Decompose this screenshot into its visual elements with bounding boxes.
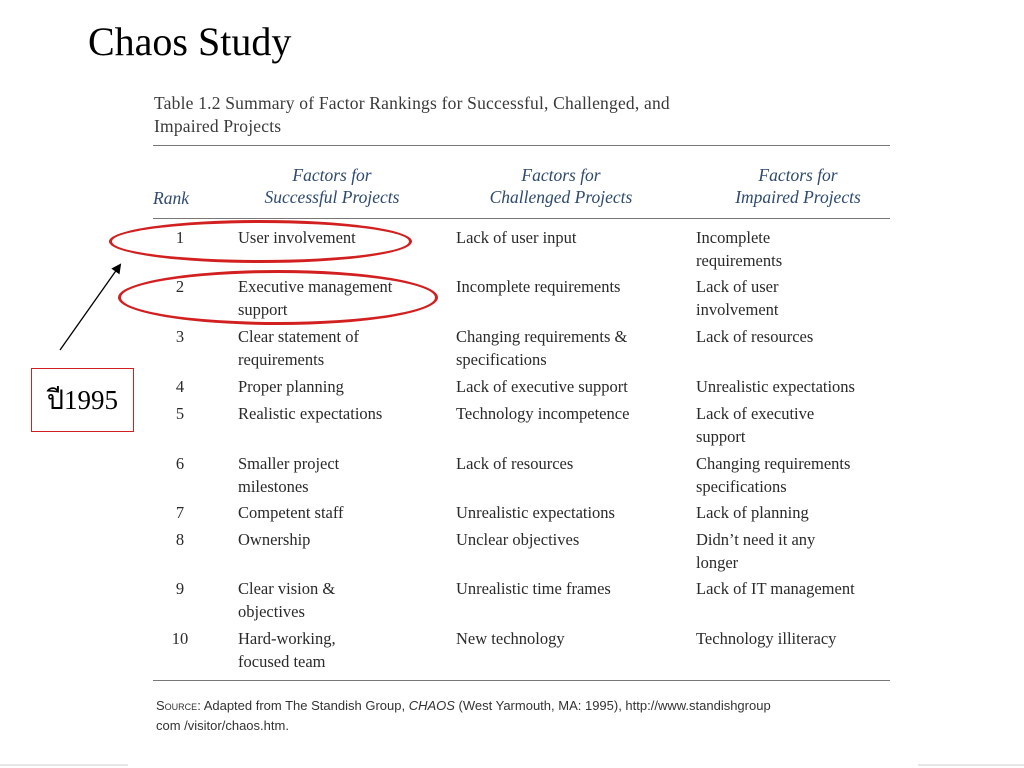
row-2-rank: 2 <box>175 277 185 296</box>
row-9-rank: 9 <box>175 579 185 598</box>
table-caption-text-2: Impaired Projects <box>154 116 282 136</box>
row-8-successful: Ownership <box>238 530 311 549</box>
row-5-successful: Realistic expectations <box>238 404 383 423</box>
slide-title: Chaos Study <box>88 19 292 64</box>
row-1-impaired: Incomplete requirements <box>696 228 783 270</box>
row-6-impaired: Changing requirements specifications <box>696 454 851 496</box>
header-challenged-line1: Factors for <box>521 165 601 185</box>
table-rule-top <box>153 145 890 146</box>
table-caption-label: Table 1.2 <box>154 93 221 113</box>
row-3-rank: 3 <box>175 327 185 346</box>
row-1-successful: User involvement <box>238 228 356 247</box>
row-3-challenged: Changing requirements & specifications <box>456 327 628 369</box>
highlight-ellipse-rank-2 <box>118 270 438 325</box>
row-9-successful: Clear vision & objectives <box>238 579 336 621</box>
slide-edge-mark-right <box>918 764 1024 766</box>
row-2-successful: Executive management support <box>238 277 393 319</box>
table-rule-header <box>153 218 890 219</box>
row-1-challenged: Lack of user input <box>456 228 577 247</box>
row-1-rank: 1 <box>175 228 185 247</box>
row-4-impaired: Unrealistic expectations <box>696 377 855 396</box>
row-3-impaired: Lack of resources <box>696 327 814 346</box>
table-source-note <box>156 696 896 736</box>
row-10-rank: 10 <box>171 629 189 648</box>
source-text-after: (West Yarmouth, MA: 1995), http://www.standishgroup <box>454 698 771 713</box>
row-4-successful: Proper planning <box>238 377 344 396</box>
row-8-rank: 8 <box>175 530 185 549</box>
row-10-impaired: Technology illiteracy <box>696 629 837 648</box>
source-line2: com /visitor/chaos.htm. <box>156 718 289 733</box>
row-8-challenged: Unclear objectives <box>456 530 580 549</box>
row-7-impaired: Lack of planning <box>696 503 809 522</box>
row-4-challenged: Lack of executive support <box>456 377 628 396</box>
row-7-challenged: Unrealistic expectations <box>456 503 615 522</box>
row-9-impaired: Lack of IT management <box>696 579 855 598</box>
row-6-challenged: Lack of resources <box>456 454 574 473</box>
row-5-challenged: Technology incompetence <box>456 404 630 423</box>
row-7-successful: Competent staff <box>238 503 344 522</box>
table-rule-bottom <box>153 680 890 681</box>
year-annotation-box: ปี1995 <box>31 368 134 432</box>
row-8-impaired: Didn’t need it any longer <box>696 530 816 572</box>
table-caption-text: Summary of Factor Rankings for Successful, Challenged, and <box>220 93 670 113</box>
source-text-before: : Adapted from The Standish Group, <box>197 698 409 713</box>
header-rank: Rank <box>153 188 189 208</box>
header-challenged-line2: Challenged Projects <box>489 187 633 207</box>
row-9-challenged: Unrealistic time frames <box>456 579 611 598</box>
table-caption <box>154 92 854 138</box>
row-6-rank: 6 <box>175 454 185 473</box>
highlight-ellipse-rank-1 <box>109 220 412 263</box>
source-italic: CHAOS <box>408 698 455 713</box>
header-impaired <box>698 164 898 208</box>
header-impaired-line2: Impaired Projects <box>735 187 861 207</box>
row-10-challenged: New technology <box>456 629 565 648</box>
row-3-successful: Clear statement of requirements <box>238 327 359 369</box>
header-successful <box>232 164 432 208</box>
header-impaired-line1: Factors for <box>758 165 838 185</box>
header-challenged <box>461 164 661 208</box>
source-label: Source <box>156 698 198 713</box>
row-6-successful: Smaller project milestones <box>238 454 340 496</box>
row-5-impaired: Lack of executive support <box>696 404 815 446</box>
header-successful-line2: Successful Projects <box>264 187 400 207</box>
header-successful-line1: Factors for <box>292 165 372 185</box>
row-4-rank: 4 <box>175 377 185 396</box>
slide-edge-mark-left <box>0 764 128 766</box>
row-2-challenged: Incomplete requirements <box>456 277 621 296</box>
row-5-rank: 5 <box>175 404 185 423</box>
row-2-impaired: Lack of user involvement <box>696 277 779 319</box>
row-7-rank: 7 <box>175 503 185 522</box>
row-10-successful: Hard-working, focused team <box>238 629 336 671</box>
